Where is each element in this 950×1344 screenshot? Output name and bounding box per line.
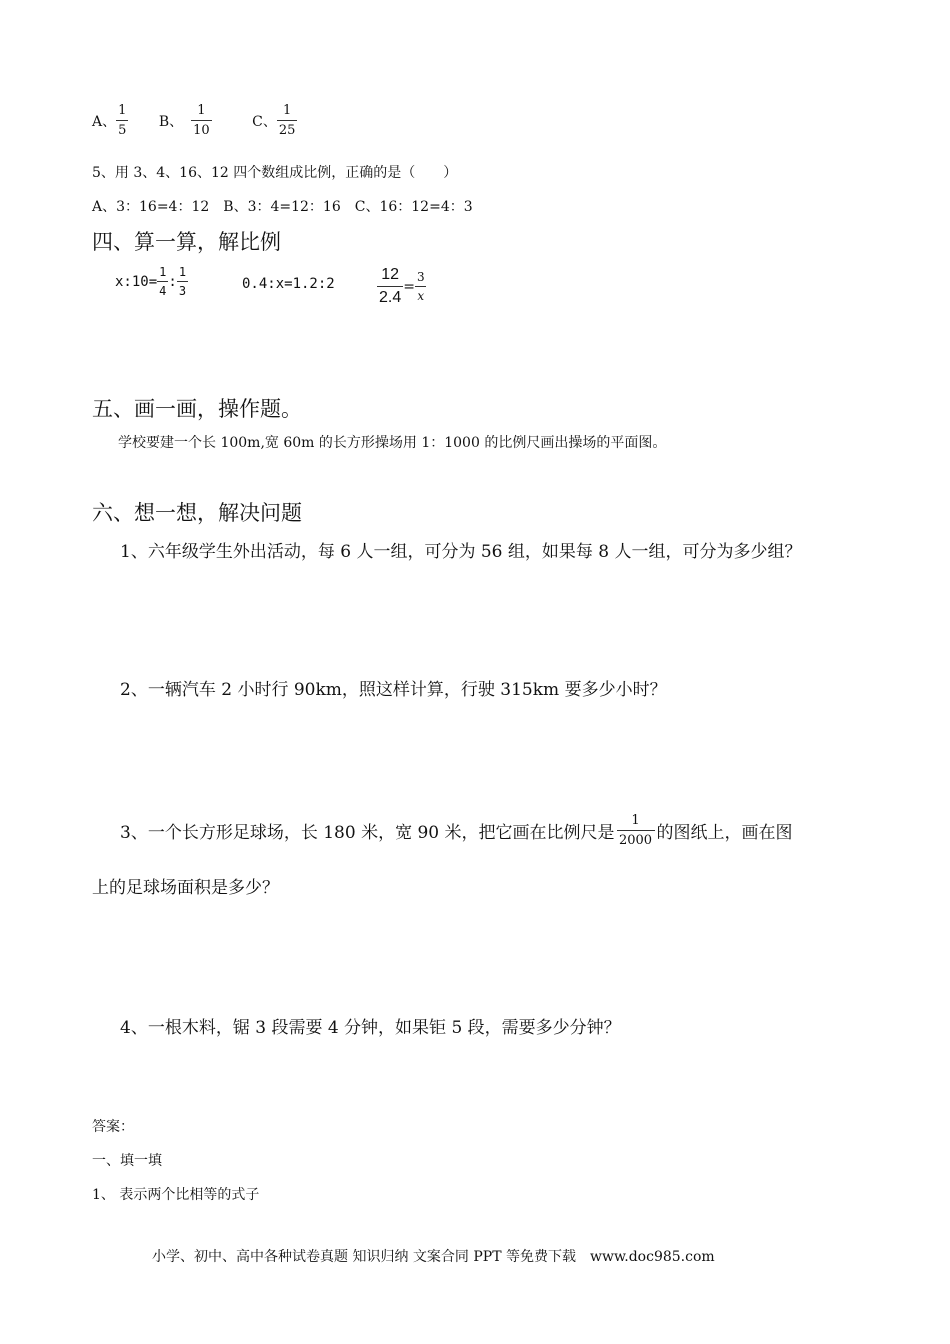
fraction-numerator: 1 <box>283 103 292 118</box>
section-5-text: 学校要建一个长 100m,宽 60m 的长方形操场用 1：1000 的比例尺画出操场的平面图。 <box>118 435 667 451</box>
section-4-heading: 四、算一算，解比例 <box>92 230 281 254</box>
fraction-numerator: 1 <box>159 265 167 279</box>
equation-1-colon: : <box>168 273 177 290</box>
page-footer: 小学、初中、高中各种试卷真题 知识归纳 文案合同 PPT 等免费下载 www.doc985.com <box>152 1249 715 1265</box>
equation-3-right-fraction <box>415 271 427 302</box>
fraction-denominator: 5 <box>116 120 128 138</box>
choice-row-q4 <box>92 104 297 137</box>
fraction-numerator: 1 <box>197 103 206 118</box>
equation-1 <box>115 266 188 297</box>
section-6-heading: 六、想一想，解决问题 <box>92 501 302 525</box>
problem-3 <box>120 814 793 847</box>
choice-b-fraction <box>191 104 212 137</box>
answers-item-1: 1、 表示两个比相等的式子 <box>92 1187 260 1203</box>
section-5-heading: 五、画一画，操作题。 <box>92 397 302 421</box>
fraction-denominator: 10 <box>191 120 212 138</box>
problem-3-scale-fraction <box>617 814 655 847</box>
question-5: 5、用 3、4、16、12 四个数组成比例，正确的是（ ） <box>92 165 458 181</box>
problem-4: 4、一根木料，锯 3 段需要 4 分钟，如果钜 5 段，需要多少分钟？ <box>120 1018 621 1038</box>
choice-a-fraction <box>116 104 128 137</box>
fraction-numerator: 12 <box>381 266 400 283</box>
fraction-denominator: x <box>415 286 426 303</box>
equation-1-prefix: x:10= <box>115 273 158 290</box>
answers-section-1: 一、填一填 <box>92 1153 162 1169</box>
fraction-numerator: 1 <box>118 103 127 118</box>
question-5-options: A、3：16=4：12 B、3：4=12：16 C、16：12=4：3 <box>92 199 473 215</box>
fraction-denominator: 4 <box>157 281 168 298</box>
equation-2: 0.4:x=1.2:2 <box>242 276 335 292</box>
choice-c-label: C、 <box>252 113 277 130</box>
fraction-numerator: 3 <box>416 270 425 285</box>
equation-1-fraction-2 <box>177 266 188 297</box>
fraction-denominator: 2.4 <box>377 286 403 307</box>
choice-a-label: A、 <box>92 113 117 130</box>
fraction-numerator: 1 <box>178 265 187 279</box>
problem-2: 2、一辆汽车 2 小时行 90km，照这样计算，行驶 315km 要多少小时？ <box>120 680 667 700</box>
problem-1: 1、六年级学生外出活动，每 6 人一组，可分为 56 组，如果每 8 人一组，可分为多少组？ <box>120 542 802 562</box>
choice-a <box>92 104 128 137</box>
choice-b-label: B、 <box>158 113 184 130</box>
fraction-denominator: 3 <box>177 281 188 298</box>
fraction-denominator: 25 <box>277 120 298 138</box>
fraction-numerator: 1 <box>631 813 640 828</box>
choice-c-fraction <box>277 104 298 137</box>
equation-3-left-fraction <box>377 267 403 307</box>
problem-3-line-2: 上的足球场面积是多少？ <box>92 878 279 898</box>
equation-1-fraction-1 <box>157 266 168 297</box>
choice-c <box>252 104 297 137</box>
choice-b <box>159 104 212 137</box>
problem-3-text-start: 3、一个长方形足球场，长 180 米，宽 90 米，把它画在比例尺是 <box>120 823 615 844</box>
equation-3-equals: = <box>403 278 415 295</box>
problem-3-text-end: 的图纸上，画在图 <box>656 823 793 844</box>
fraction-denominator: 2000 <box>617 830 655 848</box>
equation-3 <box>377 264 427 307</box>
answers-title: 答案： <box>92 1119 134 1135</box>
